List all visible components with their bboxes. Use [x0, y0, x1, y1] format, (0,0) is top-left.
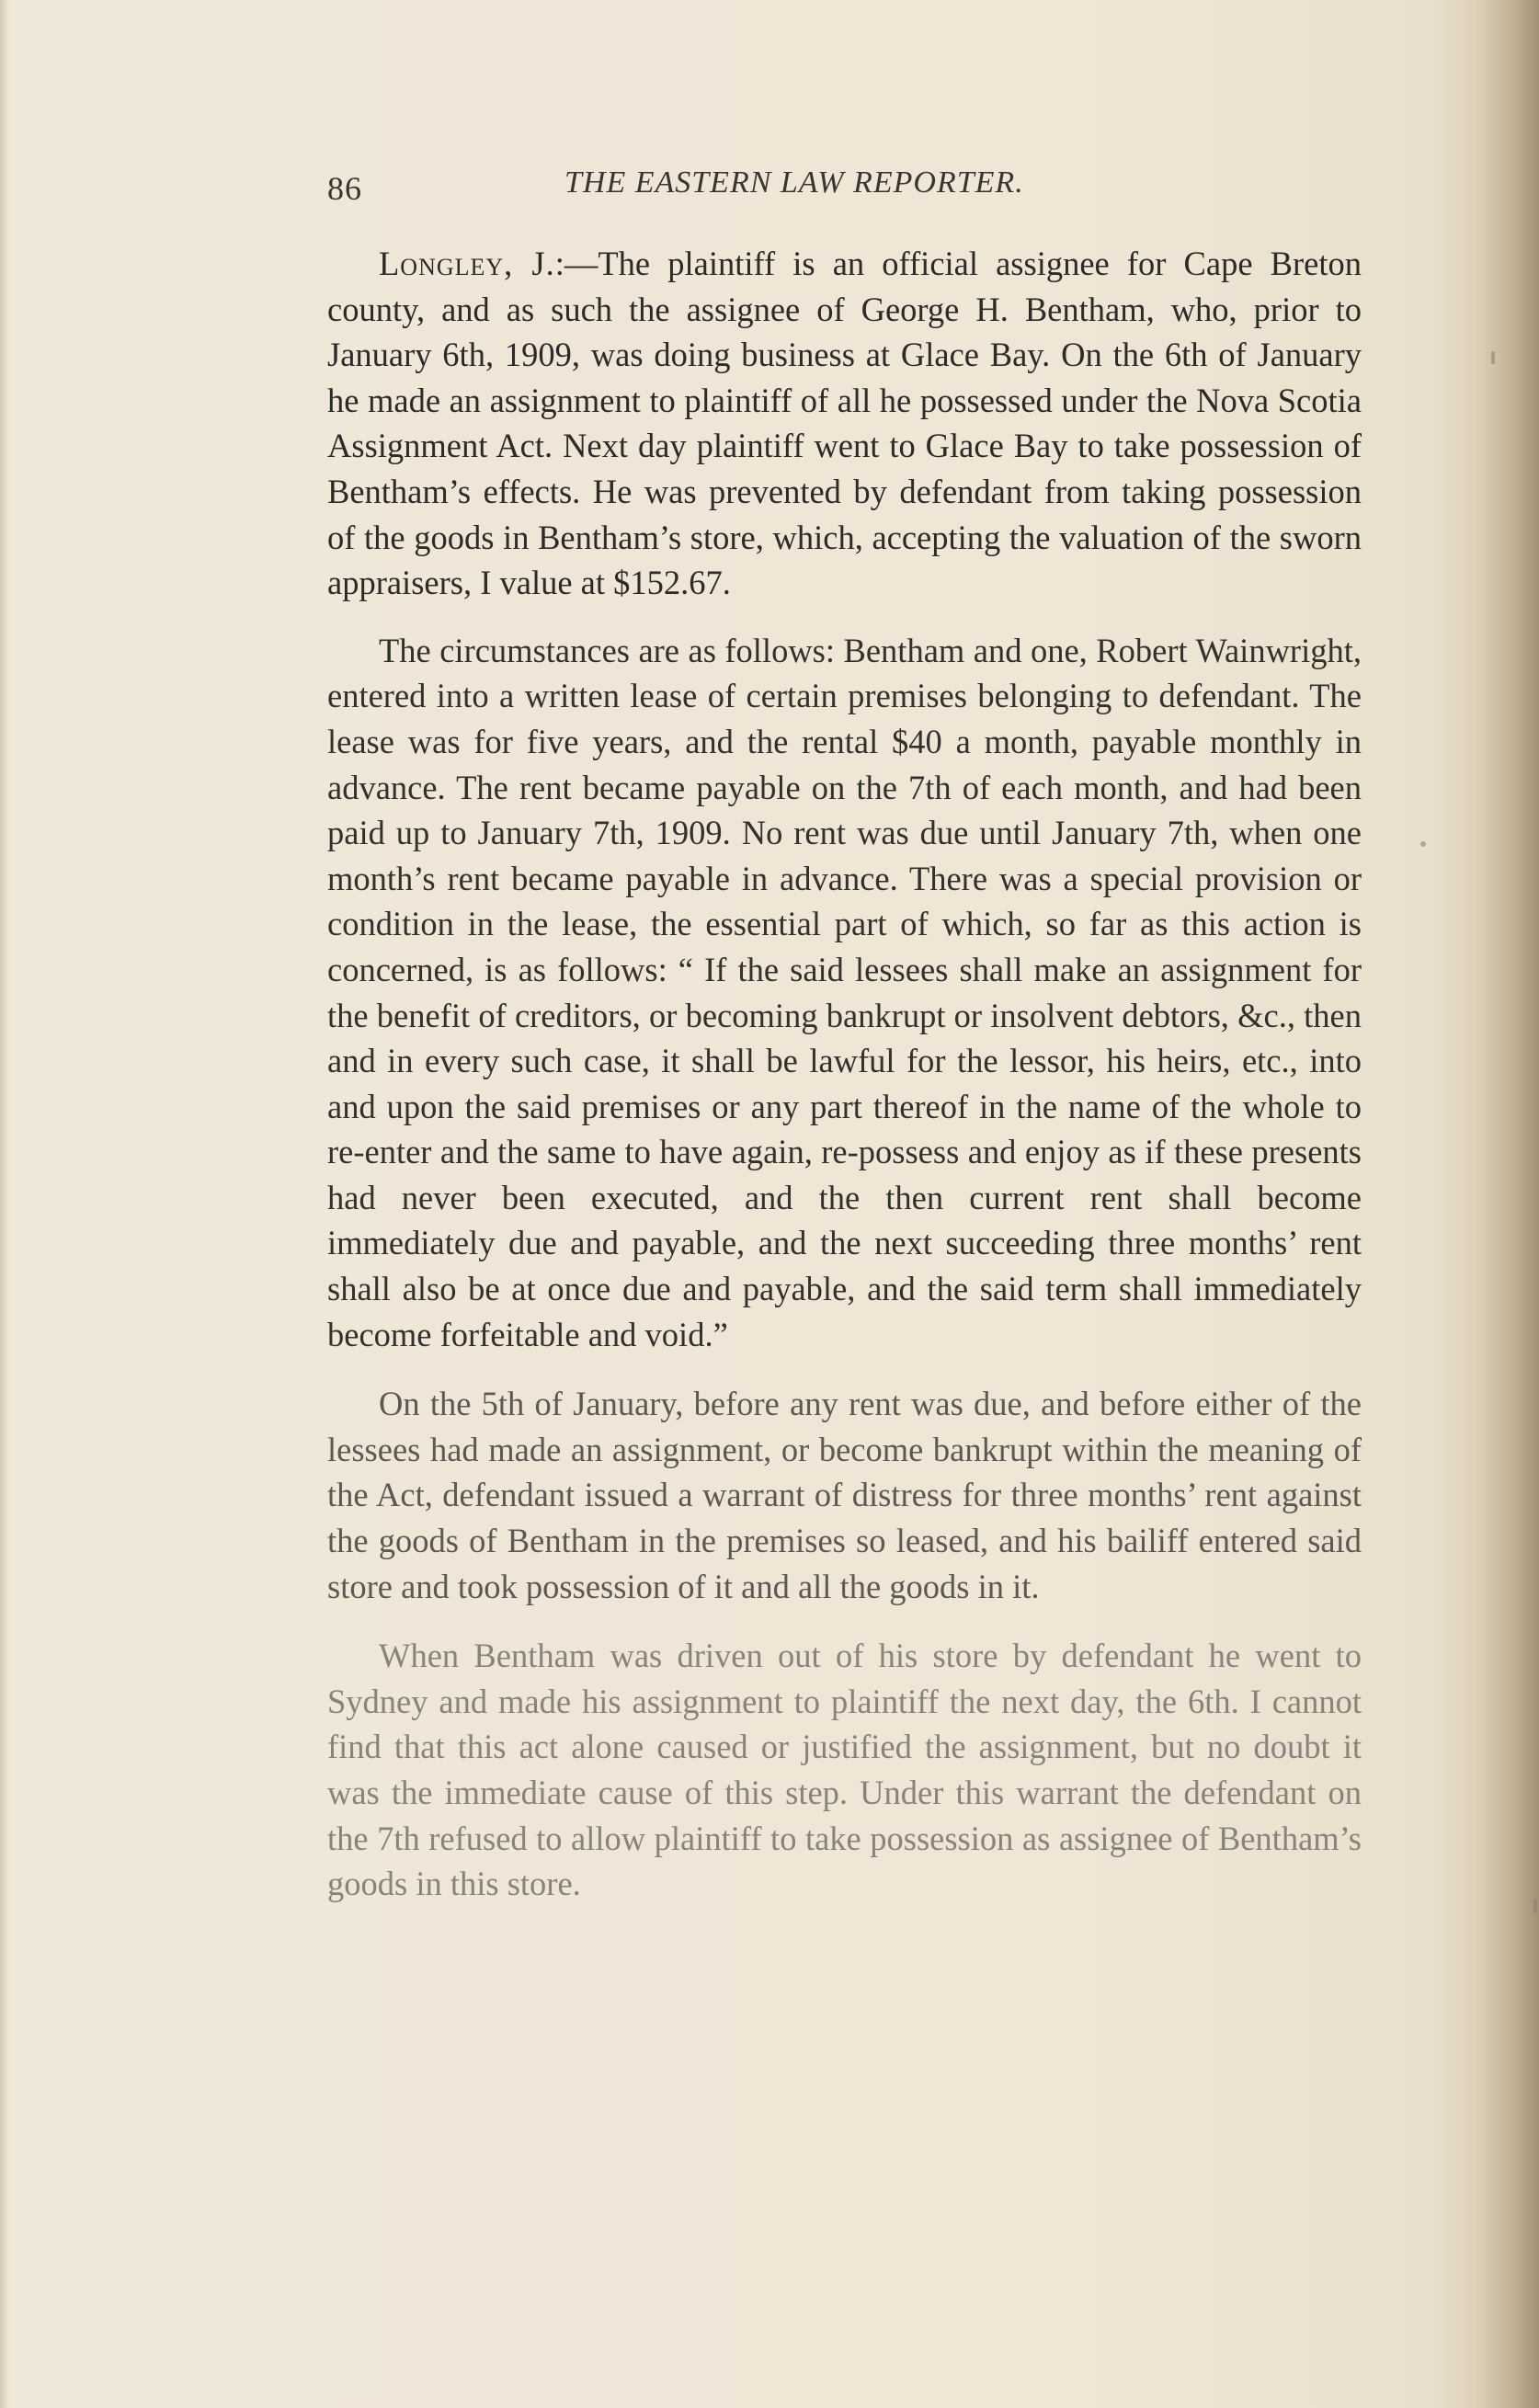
page-gutter-shadow — [1475, 0, 1539, 2408]
page-left-edge — [0, 0, 9, 2408]
judgment-text — [327, 241, 1362, 1907]
paragraph-1 — [327, 241, 1362, 606]
running-head: THE EASTERN LAW REPORTER. — [564, 165, 1024, 200]
paper-mark — [1491, 351, 1495, 364]
page-header — [327, 164, 1385, 219]
paper-mark — [1533, 1899, 1537, 1913]
paragraph-3: On the 5th of January, before any rent was due, and before either of the lessees had made an assignment, or become bankrupt within the meaning of the Act, defendant issued a warrant of distress for three months’ rent against the goods of Bentham in the premises so leased, and his bailiff entered said store and took possession of it and all the goods in it. — [327, 1385, 1362, 1605]
judge-name: Longley, J. — [379, 245, 555, 282]
paragraph-2: The circumstances are as follows: Bentham and one, Robert Wainwright, entered into a written lease of certain premises belonging to defendant. The lease was for five years, and the rental $40 a month, payable monthly in advance. The rent became payable on the 7th of each month, and had been paid up to January 7th, 1909. No rent was due until January 7th, when one month’s rent became payable in advance. There was a special provision or condition in the lease, the essential part of which, so far as this action is concerned, is as follows: “ If the said lessees shall make an assignment for the benefit of creditors, or becoming bankrupt or insolvent debtors, &c., then and in every such case, it shall be lawful for the lessor, his heirs, etc., into and upon the said premises or any part thereof in the name of the whole to re-enter and the same to have again, re-possess and enjoy as if these presents had never been executed, and the then current rent shall become immediately due and payable, and the next succeeding three months’ rent shall also be at once due and payable, and the said term shall immediately become forfeitable and void.” — [327, 631, 1362, 1353]
paragraph-1-text: :—The plaintiff is an official assignee for Cape Breton county, and as such the assignee of George H. Bentham, who, prior to January 6th, 1909, was doing business at Glace Bay. On the 6th of January he made an assignment to plaintiff of all he possessed under the Nova Scotia Assignment Act. Next day plaintiff went to Glace Bay to take possession of Bentham’s effects. He was prevented by defendant from taking possession of the goods in Bentham’s store, which, accepting the valuation of the sworn appraisers, I value at $152.67. — [327, 245, 1362, 602]
page-number: 86 — [327, 170, 362, 207]
paper-speck — [1420, 841, 1426, 847]
paragraph-4: When Bentham was driven out of his store by defendant he went to Sydney and made his assignment to plaintiff the next day, the 6th. I cannot find that this act alone caused or justified the assignment, but no doubt it was the immediate cause of this step. Under this warrant the defendant on the 7th refused to allow plaintiff to take possession as assignee of Bentham’s goods in this store. — [327, 1637, 1362, 1903]
